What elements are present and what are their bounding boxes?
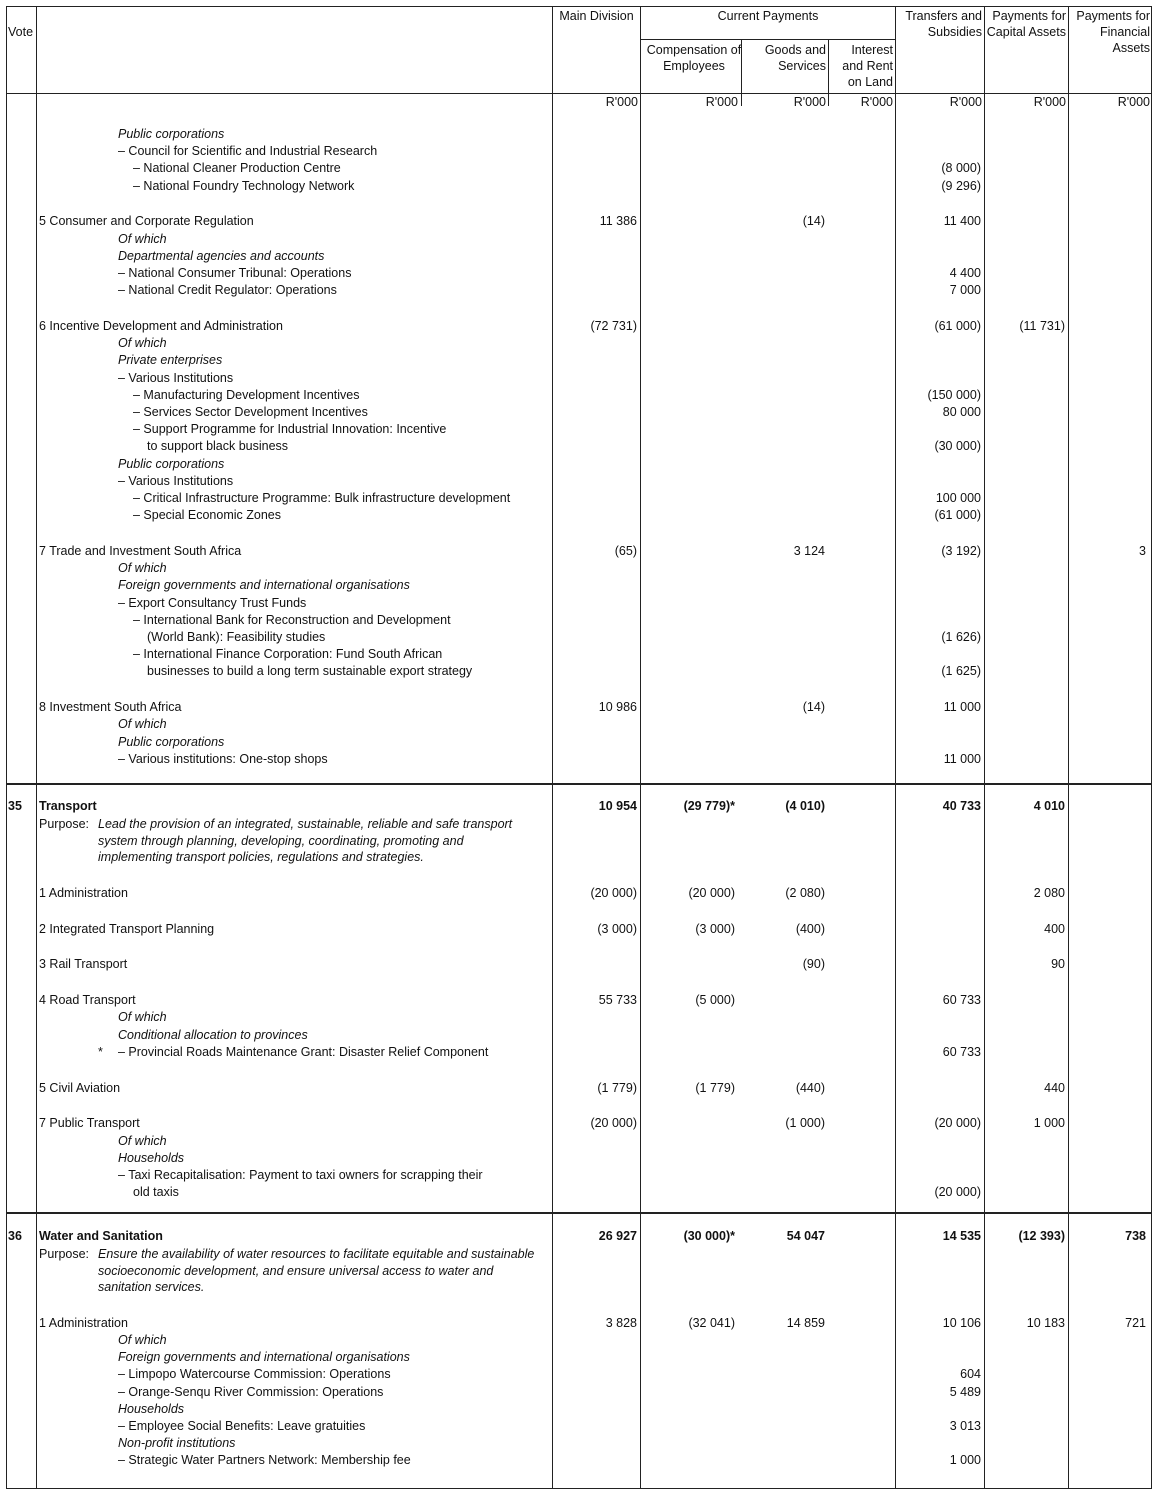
programme-label: 7 Public Transport — [39, 1116, 140, 1131]
col-rule-interest-body — [828, 94, 829, 106]
value-financial-assets: 738 — [1125, 1229, 1146, 1243]
value-transfers: 4 400 — [949, 266, 981, 280]
value-goods-services: (2 080) — [785, 885, 825, 900]
category-label: Public corporations — [118, 127, 225, 141]
category-label: Non-profit institutions — [118, 1436, 236, 1451]
header-compensation: Compensation of Employees — [646, 43, 742, 73]
value-transfers: 3 013 — [949, 1418, 981, 1433]
value-transfers: 11 000 — [943, 700, 981, 715]
value-transfers: 60 733 — [942, 993, 981, 1008]
unit-transfers: R'000 — [949, 95, 982, 109]
value-transfers: (61 000) — [934, 508, 981, 523]
programme-label: 4 Road Transport — [39, 993, 136, 1008]
programme-label: 6 Incentive Development and Administration — [39, 319, 283, 333]
unit-compensation: R'000 — [705, 95, 738, 109]
line-item-label: – Council for Scientific and Industrial Research — [118, 144, 378, 159]
unit-interest: R'000 — [860, 95, 893, 109]
line-item-label: businesses to build a long term sustainable export strategy — [147, 664, 473, 679]
programme-label: 5 Civil Aviation — [39, 1080, 121, 1095]
line-item-label: – Provincial Roads Maintenance Grant: Disaster Relief Component — [118, 1044, 489, 1059]
purpose-label: Purpose: — [39, 1247, 90, 1262]
value-goods-services: (400) — [795, 921, 825, 936]
line-item-label: to support black business — [147, 439, 289, 454]
value-capital-assets: (12 393) — [1018, 1229, 1065, 1243]
line-item-label: – Export Consultancy Trust Funds — [118, 595, 307, 610]
value-transfers: 100 000 — [935, 491, 981, 505]
line-item-label: – International Bank for Reconstruction and Development — [133, 612, 451, 627]
value-capital-assets: 1 000 — [1033, 1116, 1065, 1131]
rule-before-vote-35 — [6, 783, 1152, 785]
value-compensation: (1 779) — [695, 1080, 735, 1095]
value-transfers: (9 296) — [941, 178, 981, 193]
line-item-label: – Critical Infrastructure Programme: Bulk infrastructure development — [133, 491, 511, 505]
line-item-label: (World Bank): Feasibility studies — [147, 630, 326, 644]
value-transfers: (3 192) — [941, 544, 981, 558]
value-capital-assets: 440 — [1044, 1080, 1065, 1095]
programme-label: 7 Trade and Investment South Africa — [39, 544, 242, 558]
value-main-division: (1 779) — [597, 1080, 637, 1095]
header-transfers: Transfers and Subsidies — [905, 9, 982, 39]
col-rule-capital — [984, 6, 985, 1489]
value-transfers: (150 000) — [927, 387, 981, 402]
value-capital-assets: 10 183 — [1026, 1315, 1065, 1330]
programme-label: 8 Investment South Africa — [39, 700, 182, 715]
value-main-division: (20 000) — [590, 885, 637, 900]
value-main-division: (65) — [614, 544, 637, 558]
value-transfers: (1 625) — [941, 664, 981, 679]
value-compensation: (30 000)* — [683, 1229, 735, 1243]
category-label: Conditional allocation to provinces — [118, 1027, 308, 1042]
header-main-division: Main Division — [559, 9, 634, 23]
unit-capital: R'000 — [1033, 95, 1066, 109]
vote-title: Transport — [39, 799, 97, 813]
line-item-label: old taxis — [133, 1185, 179, 1200]
value-main-division: 26 927 — [598, 1229, 637, 1243]
purpose-label: Purpose: — [39, 817, 90, 832]
header-vote: Vote — [8, 25, 34, 39]
line-item-label: – Taxi Recapitalisation: Payment to taxi owners for scrapping their — [118, 1167, 483, 1182]
value-transfers: (20 000) — [934, 1185, 981, 1200]
col-rule-compensation — [640, 6, 641, 1489]
value-transfers: 604 — [960, 1367, 981, 1382]
line-item-label: – Manufacturing Development Incentives — [133, 387, 360, 402]
category-label: Of which — [118, 336, 167, 351]
unit-main-division: R'000 — [605, 95, 638, 109]
category-label: Private enterprises — [118, 353, 223, 368]
value-transfers: 1 000 — [949, 1453, 981, 1468]
category-label: Foreign governments and international organisations — [118, 578, 410, 593]
value-financial-assets: 721 — [1125, 1315, 1146, 1330]
vote-number: 35 — [8, 799, 22, 813]
value-transfers: 40 733 — [942, 799, 981, 813]
line-item-label: – International Finance Corporation: Fund South African — [133, 647, 443, 662]
header-current-payments: Current Payments — [717, 9, 819, 23]
purpose-text: Lead the provision of an integrated, sustainable, reliable and safe transport system through planning, developing, coordinating, promoting and implementing transport policies, regulations and strategies. — [98, 817, 513, 865]
line-item-label: – Services Sector Development Incentives — [133, 405, 368, 419]
line-item-label: – Various Institutions — [118, 473, 234, 488]
line-item-label: – National Credit Regulator: Operations — [118, 283, 337, 298]
value-capital-assets: 2 080 — [1033, 885, 1065, 900]
unit-goods: R'000 — [793, 95, 826, 109]
category-label: Households — [118, 1150, 185, 1165]
value-goods-services: (4 010) — [785, 799, 825, 813]
value-main-division: (3 000) — [597, 921, 637, 936]
col-rule-goods-body — [741, 94, 742, 106]
value-transfers: (1 626) — [941, 630, 981, 644]
value-capital-assets: (11 731) — [1019, 319, 1065, 333]
value-transfers: 11 400 — [943, 214, 981, 229]
programme-label: 3 Rail Transport — [39, 957, 128, 972]
value-compensation: (5 000) — [695, 993, 735, 1008]
vote-number: 36 — [8, 1229, 22, 1243]
header-financial: Payments for Financial Assets — [1076, 9, 1150, 55]
value-goods-services: (14) — [802, 214, 825, 229]
category-label: Of which — [118, 1010, 167, 1025]
value-goods-services: (1 000) — [785, 1116, 825, 1131]
value-goods-services: (440) — [795, 1080, 825, 1095]
category-label: Households — [118, 1401, 185, 1416]
value-goods-services: 54 047 — [786, 1229, 825, 1243]
category-label: Of which — [118, 231, 167, 246]
value-main-division: 10 954 — [598, 799, 637, 813]
value-capital-assets: 4 010 — [1033, 799, 1065, 813]
value-transfers: 14 535 — [942, 1229, 981, 1243]
value-main-division: 55 733 — [598, 993, 637, 1008]
line-item-label: – National Foundry Technology Network — [133, 178, 355, 193]
col-rule-main-division — [552, 6, 553, 1489]
value-capital-assets: 90 — [1051, 957, 1065, 972]
value-transfers: (61 000) — [934, 319, 981, 333]
line-item-label: – National Cleaner Production Centre — [133, 161, 341, 176]
value-transfers: (30 000) — [934, 439, 981, 454]
category-label: Foreign governments and international organisations — [118, 1350, 410, 1365]
value-compensation: (20 000) — [688, 885, 735, 900]
line-item-label: – Limpopo Watercourse Commission: Operations — [118, 1367, 391, 1382]
line-item-label: – National Consumer Tribunal: Operations — [118, 266, 352, 280]
line-item-label: – Various institutions: One-stop shops — [118, 751, 328, 766]
category-label: Departmental agencies and accounts — [118, 248, 325, 263]
value-main-division: 3 828 — [605, 1315, 637, 1330]
col-rule-vote — [36, 6, 37, 1489]
rule-current-payments — [640, 39, 895, 40]
value-transfers: 10 106 — [942, 1315, 981, 1330]
value-transfers: 80 000 — [942, 405, 981, 419]
value-transfers: 7 000 — [949, 283, 981, 298]
rule-before-vote-36 — [6, 1212, 1152, 1214]
line-item-label: – Strategic Water Partners Network: Membership fee — [118, 1453, 411, 1468]
programme-label: 1 Administration — [39, 885, 128, 900]
value-compensation: (29 779)* — [683, 799, 735, 813]
value-financial-assets: 3 — [1139, 544, 1146, 558]
value-main-division: 11 386 — [599, 214, 637, 229]
programme-label: 5 Consumer and Corporate Regulation — [39, 214, 254, 229]
value-transfers: 11 000 — [943, 751, 981, 766]
value-goods-services: 3 124 — [793, 544, 825, 558]
value-compensation: (3 000) — [695, 921, 735, 936]
line-item-label: – Employee Social Benefits: Leave gratuities — [118, 1418, 366, 1433]
line-item-label: – Support Programme for Industrial Innovation: Incentive — [133, 422, 447, 437]
value-main-division: (20 000) — [590, 1116, 637, 1131]
category-label: Of which — [118, 1133, 167, 1148]
line-item-label: – Special Economic Zones — [133, 508, 281, 523]
col-rule-transfers — [895, 6, 896, 1489]
value-capital-assets: 400 — [1044, 921, 1065, 936]
value-main-division: 10 986 — [598, 700, 637, 715]
category-label: Of which — [118, 717, 167, 732]
category-label: Public corporations — [118, 456, 225, 471]
category-label: Of which — [118, 561, 167, 576]
purpose-text: Ensure the availability of water resources to facilitate equitable and sustainable socioeconomic development, and ensure universal access to water and sanitation services. — [98, 1247, 535, 1295]
vote-title: Water and Sanitation — [39, 1229, 163, 1243]
header-goods: Goods and Services — [764, 43, 826, 73]
programme-label: 2 Integrated Transport Planning — [39, 921, 215, 936]
programme-label: 1 Administration — [39, 1315, 128, 1330]
header-capital: Payments for Capital Assets — [986, 9, 1066, 39]
value-transfers: (20 000) — [934, 1116, 981, 1131]
category-label: Of which — [118, 1332, 167, 1347]
col-rule-interest — [828, 40, 829, 93]
value-transfers: 60 733 — [942, 1044, 981, 1059]
value-goods-services: (14) — [802, 700, 825, 715]
unit-financial: R'000 — [1117, 95, 1150, 109]
value-transfers: 5 489 — [949, 1384, 981, 1399]
line-item-label: – Orange-Senqu River Commission: Operations — [118, 1384, 384, 1399]
line-item-label: – Various Institutions — [118, 370, 234, 385]
col-rule-financial — [1068, 6, 1069, 1489]
value-main-division: (72 731) — [590, 319, 637, 333]
value-goods-services: (90) — [802, 957, 825, 972]
footnote-marker: * — [98, 1044, 103, 1059]
value-compensation: (32 041) — [688, 1315, 735, 1330]
category-label: Public corporations — [118, 734, 225, 749]
value-transfers: (8 000) — [941, 161, 981, 176]
header-interest: Interest and Rent on Land — [842, 43, 893, 89]
value-goods-services: 14 859 — [786, 1315, 825, 1330]
